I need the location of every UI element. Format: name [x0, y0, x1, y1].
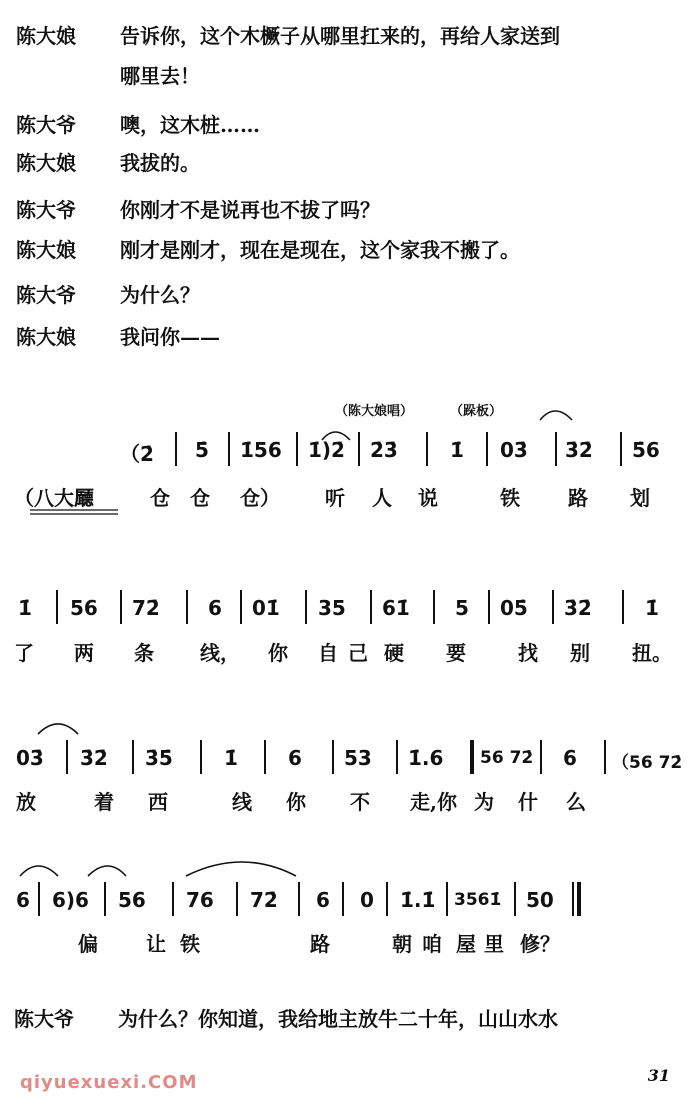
lyric: 扭。 [632, 641, 672, 665]
note: 1̇.1̇ [400, 888, 436, 912]
note: 35 [318, 596, 346, 620]
lyric: 屋 [456, 932, 476, 956]
tempo-mark: （跺板） [450, 404, 503, 419]
lyric: 两 [74, 641, 94, 665]
note: 50 [526, 888, 554, 912]
note: 5̇6 [632, 438, 660, 462]
lyric: 要 [446, 641, 466, 665]
note: 5 [455, 596, 469, 620]
lyric: 为 [474, 790, 494, 814]
line-text: 你刚才不是说再也不拔了吗？ [120, 198, 380, 222]
lyric: 你 [268, 641, 288, 665]
note: 61̇ [382, 596, 410, 620]
lyric: 路 [568, 486, 588, 510]
note: （56 72̇ [612, 753, 683, 773]
note: 56 [70, 596, 98, 620]
line-text: 告诉你，这个木橛子从哪里扛来的，再给人家送到 [120, 24, 560, 48]
line-text: 为什么？ [120, 283, 200, 307]
note: 3̇2̇ [564, 596, 592, 620]
lyric: 仓 [190, 486, 210, 510]
lyric: 划 [630, 486, 650, 510]
note: 1̇ [18, 596, 32, 620]
lyric: 说 [418, 486, 438, 510]
note: 03̇ [16, 746, 44, 770]
note: 6 [16, 888, 30, 912]
lyric: 让 [146, 932, 166, 956]
lyric: 线， [200, 641, 240, 665]
slur [322, 432, 350, 440]
lyric: 放 [16, 790, 36, 814]
line-text: 刚才是刚才，现在是现在，这个家我不搬了。 [120, 238, 520, 262]
note: 6 [563, 746, 577, 770]
watermark: qiyuexuexi.COM [20, 1072, 198, 1093]
lyric: 着 [94, 790, 114, 814]
lyric: 么 [566, 790, 586, 814]
note: 3561̇ [454, 890, 502, 910]
note: 3̇5̇ [145, 746, 173, 770]
dialogue-line [14, 1006, 558, 1032]
speaker: 陈大娘 [16, 24, 76, 48]
lyric: 铁 [180, 932, 200, 956]
line-text: 我拔的。 [120, 151, 200, 175]
note: 1̇)2̇ [308, 438, 345, 462]
note: 03̇ [500, 438, 528, 462]
lyric: 走,你 [410, 790, 457, 814]
note: 1̇56 [240, 438, 282, 462]
lyric: 听 [325, 486, 345, 510]
note: 05̇ [500, 596, 528, 620]
note: 1̇ [645, 596, 659, 620]
note: 56 72̇ [480, 748, 534, 768]
note: 5̇ [195, 438, 209, 462]
lyric: 路 [310, 932, 330, 956]
note: 1̇.6 [408, 746, 444, 770]
lyric: 仓 [150, 486, 170, 510]
lyric: （八大𠫊 [14, 486, 94, 510]
note: 6)6 [52, 888, 89, 912]
speaker: 陈大娘 [16, 325, 76, 349]
lyric: 什 [518, 790, 538, 814]
lyric: 条 [134, 641, 154, 665]
lyric: 硬 [384, 641, 404, 665]
speaker: 陈大娘 [16, 151, 76, 175]
lyric: 咱 [422, 932, 442, 956]
lyric: 仓） [240, 486, 280, 510]
lyric: 找 [518, 641, 538, 665]
note: （2̇ [120, 442, 154, 466]
singer-mark: （陈大娘唱） [335, 404, 414, 419]
slur [38, 724, 78, 734]
lyric: 里 [484, 932, 504, 956]
note: 3̇2̇ [565, 438, 593, 462]
lyric: 人 [372, 486, 392, 510]
note: 6 [316, 888, 330, 912]
line-text: 我问你—— [120, 325, 220, 349]
slur [186, 862, 296, 876]
speaker: 陈大爷 [14, 1007, 74, 1031]
note: 2̇3̇ [370, 438, 398, 462]
note: 6 [208, 596, 222, 620]
note: 6 [288, 746, 302, 770]
lyric: 铁 [500, 486, 520, 510]
note: 01̇ [252, 596, 280, 620]
note: 0 [360, 888, 374, 912]
lyric: 偏 [78, 932, 98, 956]
speaker: 陈大爷 [16, 113, 76, 137]
lyric: 西 [148, 790, 168, 814]
slur [88, 866, 126, 876]
page-number: 31 [647, 1066, 670, 1085]
lyric: 线 [232, 790, 252, 814]
line-text: 为什么？你知道，我给地主放牛二十年，山山水水 [118, 1007, 558, 1031]
lyric: 了 [14, 641, 34, 665]
note: 1̇ [450, 438, 464, 462]
lyric: 不 [350, 790, 370, 814]
lyric: 自 [318, 641, 338, 665]
note: 76 [186, 888, 214, 912]
slur [20, 866, 58, 876]
lyric: 己 [348, 641, 368, 665]
note: 56 [118, 888, 146, 912]
lyric: 你 [286, 790, 306, 814]
speaker: 陈大爷 [16, 198, 76, 222]
line-text: 噢，这木桩…… [120, 113, 260, 137]
line-text: 哪里去！ [120, 64, 200, 88]
note: 53 [344, 746, 372, 770]
lyric: 别 [570, 641, 590, 665]
speaker: 陈大爷 [16, 283, 76, 307]
lyric: 朝 [392, 932, 412, 956]
note: 72̇ [132, 596, 160, 620]
speaker: 陈大娘 [16, 238, 76, 262]
note: 3̇2̇ [80, 746, 108, 770]
slur [540, 411, 572, 420]
lyric: 修？ [520, 932, 560, 956]
note: 72̇ [250, 888, 278, 912]
note: 1̇ [224, 746, 238, 770]
